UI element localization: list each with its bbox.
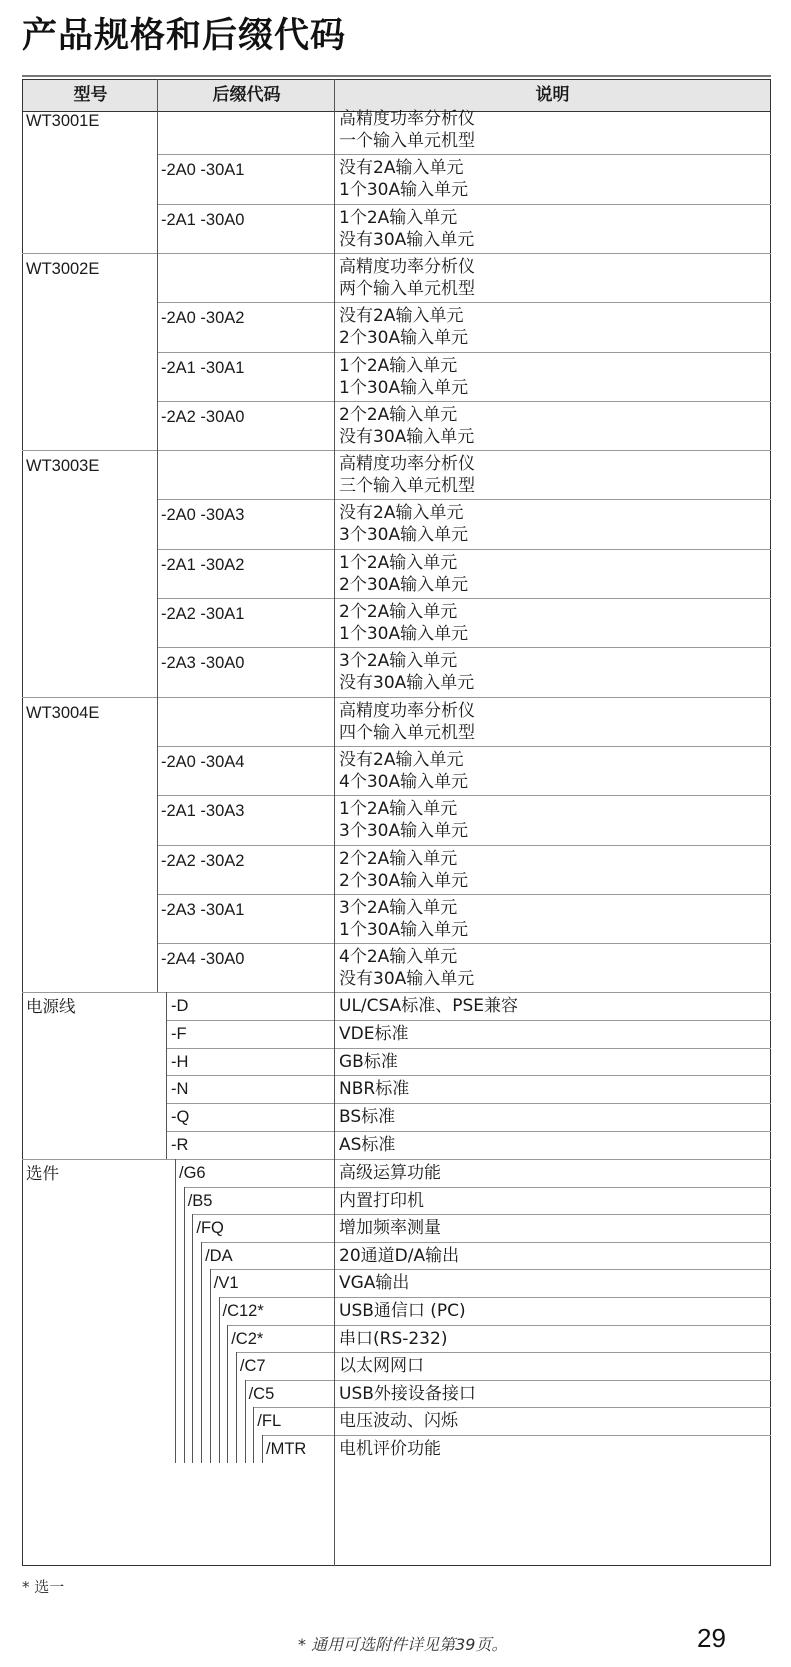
header-description: 说明 [535, 85, 570, 105]
description-cell: 3个2A输入单元 没有30A输入单元 [339, 651, 475, 694]
description-cell: 1个2A输入单元 3个30A输入单元 [339, 799, 469, 842]
option-code: /C2* [231, 1329, 264, 1348]
option-code: /V1 [213, 1274, 239, 1293]
row-divider [157, 549, 771, 550]
suffix-cell: -2A3 -30A0 [161, 654, 245, 673]
suffix-cell: -2A0 -30A4 [161, 752, 245, 771]
power-cord-code: -H [171, 1052, 189, 1071]
power-cord-code: -D [171, 997, 189, 1015]
row-divider [22, 253, 771, 254]
description-cell: 1个2A输入单元 没有30A输入单元 [339, 207, 475, 250]
power-cord-description: NBR标准 [339, 1079, 410, 1100]
suffix-cell: -2A2 -30A2 [161, 851, 245, 870]
row-divider [157, 154, 771, 155]
power-cord-description: GB标准 [339, 1051, 398, 1072]
column-divider [219, 1297, 220, 1463]
row-divider [22, 697, 771, 698]
model-cell: WT3004E [26, 703, 100, 722]
row-divider [219, 1297, 772, 1298]
row-divider [166, 1131, 771, 1132]
row-divider [22, 992, 771, 993]
row-divider [184, 1187, 771, 1188]
row-divider [22, 450, 771, 451]
row-divider [157, 598, 771, 599]
description-cell: 2个2A输入单元 2个30A输入单元 [339, 848, 469, 891]
option-code: /C5 [248, 1384, 275, 1403]
column-divider [236, 1352, 237, 1462]
row-divider [166, 1020, 771, 1021]
footnote: * 选一 [22, 1578, 65, 1596]
column-divider [227, 1325, 228, 1463]
column-divider [253, 1407, 254, 1462]
description-cell: 高精度功率分析仪 四个输入单元机型 [339, 700, 475, 743]
row-divider [22, 1159, 771, 1160]
model-cell: WT3002E [26, 259, 100, 278]
option-description: 电机评价功能 [339, 1439, 441, 1459]
suffix-cell: -2A3 -30A1 [161, 900, 245, 919]
row-divider [157, 401, 771, 402]
row-divider [157, 795, 771, 796]
row-divider [166, 1048, 771, 1049]
suffix-cell: -2A1 -30A2 [161, 555, 245, 574]
column-divider [157, 79, 158, 992]
power-cord-label: 电源线 [26, 998, 76, 1016]
description-cell: 2个2A输入单元 1个30A输入单元 [339, 602, 469, 644]
option-description: 串口(RS-232) [339, 1328, 448, 1349]
row-divider [201, 1242, 771, 1243]
column-divider [166, 992, 167, 1159]
description-cell: 没有2A输入单元 4个30A输入单元 [339, 749, 469, 792]
option-description: 增加频率测量 [339, 1218, 441, 1239]
row-divider [157, 204, 771, 205]
options-label: 选件 [26, 1165, 59, 1183]
suffix-cell: -2A2 -30A0 [161, 407, 245, 426]
description-cell: 1个2A输入单元 1个30A输入单元 [339, 355, 469, 398]
row-divider [157, 499, 771, 500]
row-divider [166, 1103, 771, 1104]
row-divider [253, 1407, 771, 1408]
page-number: 29 [697, 1623, 726, 1653]
row-divider [157, 647, 771, 648]
row-divider [262, 1435, 771, 1436]
option-description: 高级运算功能 [339, 1163, 441, 1183]
description-cell: 高精度功率分析仪 三个输入单元机型 [339, 454, 475, 497]
row-divider [157, 845, 771, 846]
option-description: 电压波动、闪烁 [339, 1411, 458, 1432]
header-suffix: 后缀代码 [212, 85, 281, 105]
option-code: /MTR [266, 1440, 307, 1458]
description-cell: 没有2A输入单元 2个30A输入单元 [339, 306, 469, 349]
option-description: 以太网网口 [339, 1356, 424, 1377]
option-code: /C12* [222, 1302, 264, 1320]
description-cell: 没有2A输入单元 1个30A输入单元 [339, 158, 469, 201]
power-cord-description: BS标准 [339, 1107, 396, 1128]
description-cell: 没有2A输入单元 3个30A输入单元 [339, 503, 469, 546]
option-code: /FQ [196, 1219, 224, 1238]
power-cord-code: -N [171, 1080, 189, 1099]
model-cell: WT3003E [26, 457, 100, 476]
power-cord-description: AS标准 [339, 1135, 396, 1155]
option-code: /C7 [239, 1357, 266, 1376]
title-rule [22, 75, 771, 77]
page-title: 产品规格和后缀代码 [22, 16, 347, 56]
row-divider [157, 302, 771, 303]
column-divider [245, 1380, 246, 1463]
header-model: 型号 [73, 85, 108, 105]
option-code: /DA [205, 1246, 233, 1265]
row-divider [157, 943, 771, 944]
column-divider [334, 79, 335, 1566]
power-cord-code: -Q [171, 1108, 190, 1127]
power-cord-description: UL/CSA标准、PSE兼容 [339, 996, 519, 1016]
suffix-cell: -2A0 -30A2 [161, 309, 245, 328]
row-divider [157, 352, 771, 353]
suffix-cell: -2A1 -30A3 [161, 802, 245, 821]
suffix-cell: -2A0 -30A1 [161, 161, 245, 180]
row-divider [157, 746, 771, 747]
suffix-cell: -2A0 -30A3 [161, 506, 245, 525]
footer-note: * 通用可选附件详见第39页。 [298, 1635, 508, 1654]
suffix-cell: -2A1 -30A0 [161, 210, 245, 229]
column-divider [201, 1242, 202, 1463]
description-cell: 高精度功率分析仪 两个输入单元机型 [339, 256, 475, 299]
column-divider [192, 1214, 193, 1462]
suffix-cell: -2A2 -30A1 [161, 605, 245, 623]
power-cord-code: -R [171, 1136, 189, 1154]
power-cord-code: -F [171, 1024, 187, 1043]
option-code: /B5 [187, 1191, 213, 1210]
description-cell: 高精度功率分析仪 一个输入单元机型 [339, 109, 475, 151]
option-code: /FL [257, 1412, 282, 1431]
suffix-cell: -2A4 -30A0 [161, 950, 245, 969]
row-divider [166, 1075, 771, 1076]
power-cord-description: VDE标准 [339, 1023, 409, 1044]
option-description: 20通道D/A输出 [339, 1245, 460, 1266]
option-description: USB外接设备接口 [339, 1383, 476, 1404]
row-divider [227, 1325, 771, 1326]
description-cell: 3个2A输入单元 1个30A输入单元 [339, 897, 469, 940]
suffix-cell: -2A1 -30A1 [161, 358, 245, 377]
row-divider [192, 1214, 771, 1215]
description-cell: 4个2A输入单元 没有30A输入单元 [339, 947, 475, 990]
column-divider [184, 1187, 185, 1463]
column-divider [262, 1435, 263, 1463]
description-cell: 2个2A输入单元 没有30A输入单元 [339, 404, 475, 447]
row-divider [157, 894, 771, 895]
description-cell: 1个2A输入单元 2个30A输入单元 [339, 552, 469, 595]
row-divider [236, 1352, 771, 1353]
column-divider [210, 1269, 211, 1462]
option-description: USB通信口 (PC) [339, 1301, 466, 1321]
model-cell: WT3001E [26, 112, 100, 130]
row-divider [245, 1380, 771, 1381]
option-code: /G6 [179, 1164, 206, 1182]
option-description: 内置打印机 [339, 1190, 424, 1211]
column-divider [175, 1159, 176, 1463]
option-description: VGA输出 [339, 1273, 410, 1294]
row-divider [210, 1269, 771, 1270]
